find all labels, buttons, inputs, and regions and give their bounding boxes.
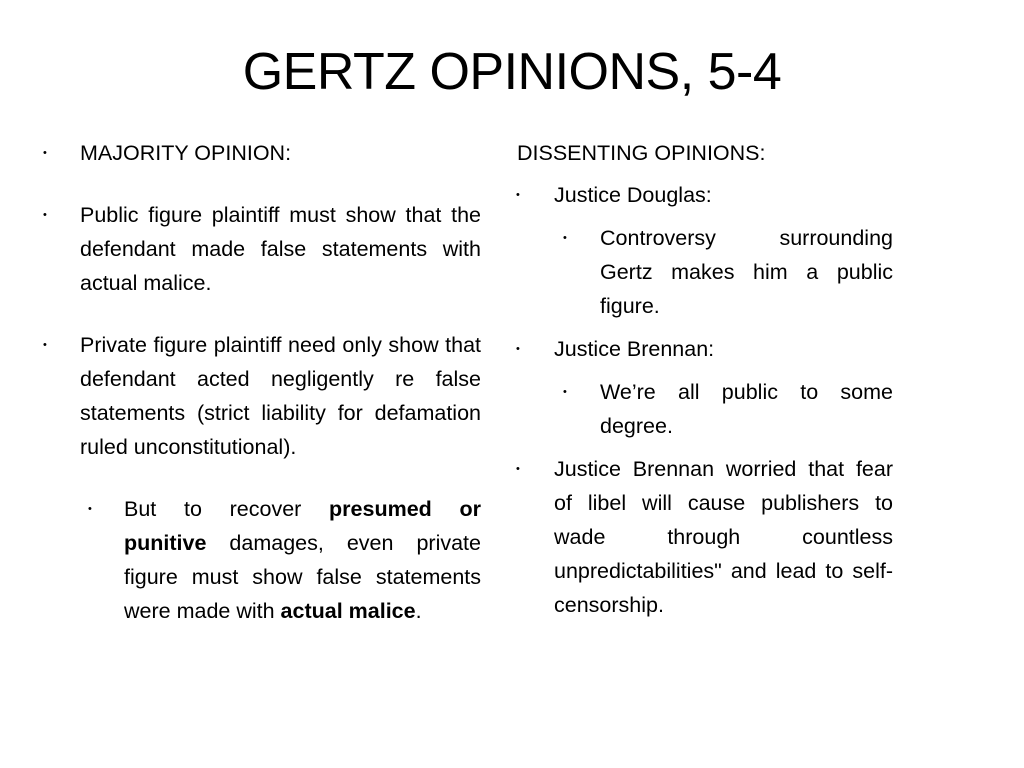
recover-text-3: . [415, 599, 422, 623]
recover-text-1: But to recover [124, 497, 330, 521]
douglas-item [513, 178, 893, 212]
public-figure-text: Public figure plaintiff must show that the defendant made false statements with actual malice. [80, 203, 481, 295]
dissent-heading: DISSENTING OPINIONS: [517, 141, 766, 165]
bullet-icon: • [516, 463, 520, 475]
presumed-punitive-emphasis: presumed or punitive [124, 497, 481, 555]
bullet-icon: • [43, 209, 47, 221]
majority-heading-item [35, 136, 481, 170]
douglas-text: Justice Douglas: [554, 183, 712, 207]
recover-text-2: damages, even private figure must show false statements were made with [124, 531, 481, 623]
bullet-icon: • [88, 503, 92, 515]
brennan-worried-item [513, 452, 893, 622]
douglas-point-text: Controversy surrounding Gertz makes him a public figure. [600, 226, 893, 318]
bullet-icon: • [516, 189, 520, 201]
dissent-column [513, 136, 893, 622]
bullet-icon: • [43, 147, 47, 159]
majority-column [35, 136, 481, 628]
bullet-icon: • [563, 386, 567, 398]
brennan-point-item [513, 375, 893, 443]
slide-title: GERTZ OPINIONS, 5-4 [242, 43, 782, 101]
bullet-icon: • [516, 343, 520, 355]
actual-malice-emphasis: actual malice [280, 599, 416, 623]
presumed-punitive-item [35, 492, 481, 628]
presumed-punitive-text [124, 497, 481, 623]
majority-heading: MAJORITY OPINION: [80, 141, 292, 165]
brennan-item [513, 332, 893, 366]
public-figure-item [35, 198, 481, 300]
douglas-point-item [513, 221, 893, 323]
brennan-worried-text: Justice Brennan worried that fear of libel will cause publishers to wade through countless unpredictabilities" and lead to self-censorship. [554, 457, 893, 617]
private-figure-text: Private figure plaintiff need only show that defendant acted negligently re false statements (strict liability for defamation ruled unconstitutional). [80, 333, 481, 459]
bullet-icon: • [43, 339, 47, 351]
brennan-point-text: We’re all public to some degree. [600, 380, 893, 438]
brennan-text: Justice Brennan: [554, 337, 715, 361]
bullet-icon: • [563, 232, 567, 244]
private-figure-item [35, 328, 481, 464]
